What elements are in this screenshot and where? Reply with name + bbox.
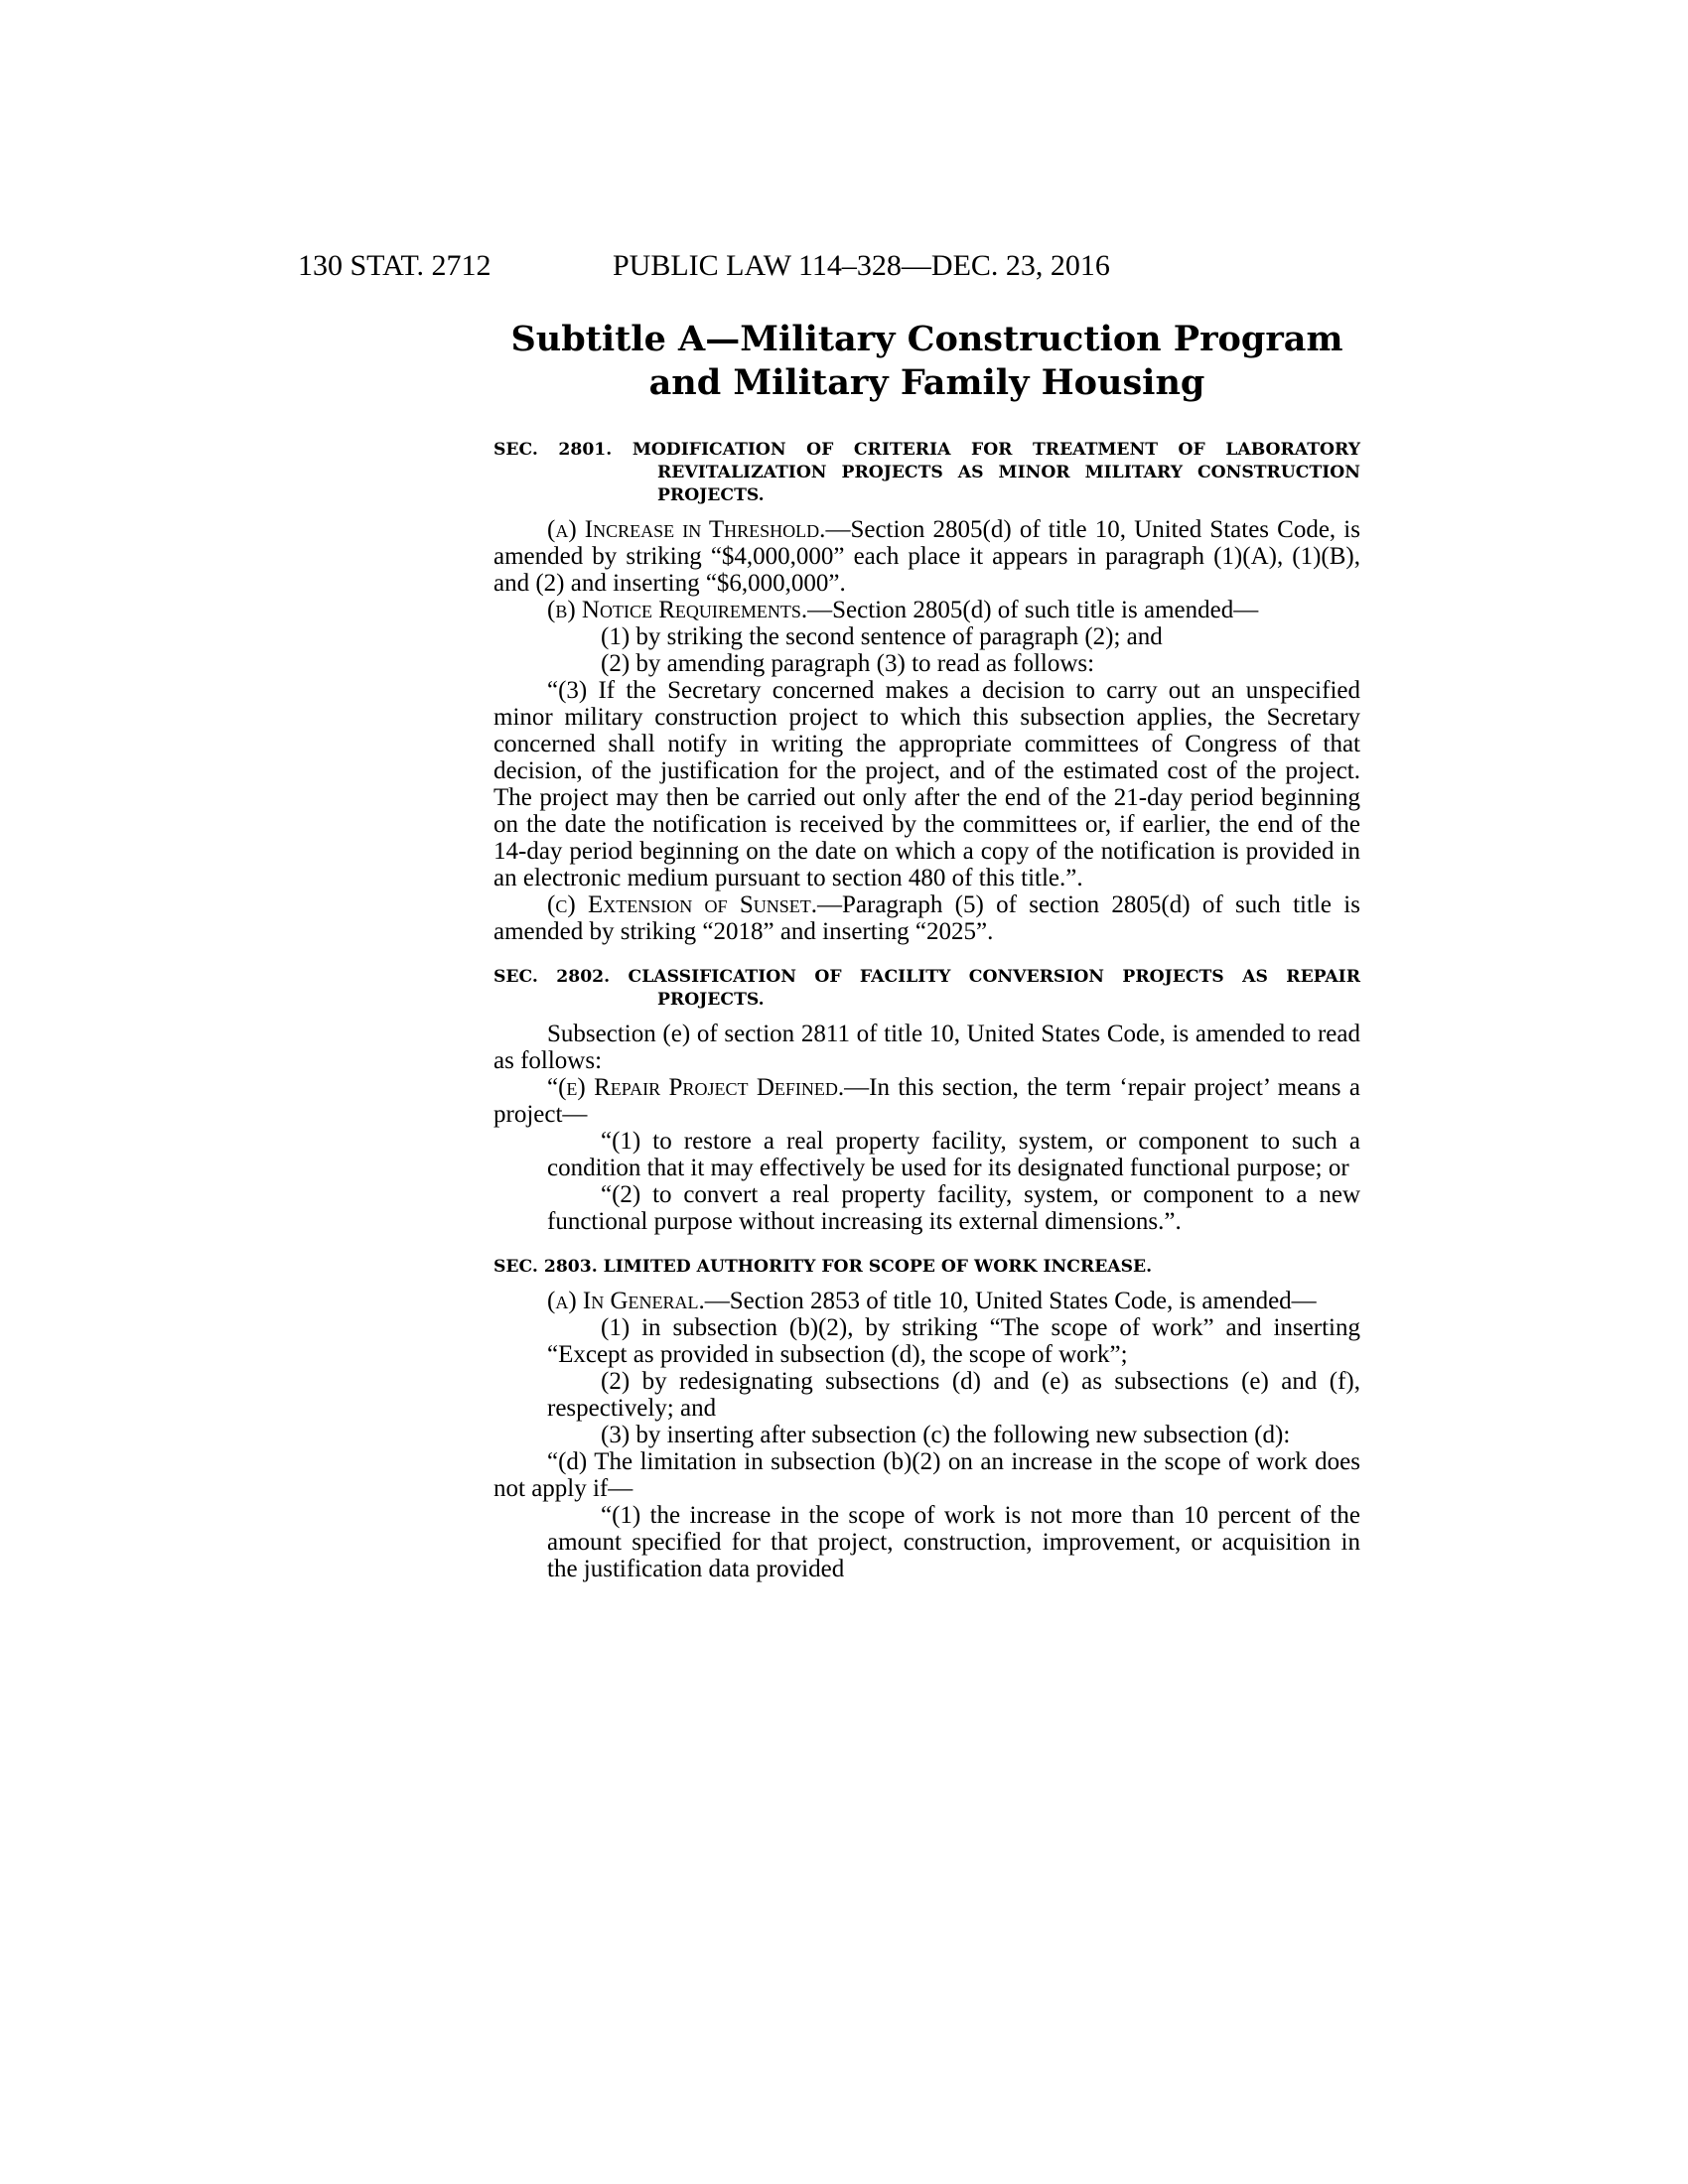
- section-2801-b-2: (2) by amending paragraph (3) to read as follows:: [601, 650, 1095, 677]
- statute-page-number: 130 STAT. 2712: [298, 249, 492, 282]
- section-2803-quoted-subsection-d: “(d) The limitation in subsection (b)(2) on an increase in the scope of work does not apply if—: [493, 1448, 1360, 1502]
- section-2802-e: [493, 1074, 1360, 1128]
- section-2803-a-2: (2) by redesignating subsections (d) and (e) as subsections (e) and (f), respectively; and: [547, 1368, 1360, 1422]
- text: —Section 2805(d) of such title is amended—: [807, 597, 1259, 623]
- text: —In this section, the term ‘repair project’ means a project—: [493, 1074, 1360, 1128]
- subtitle-line-2: and Military Family Housing: [648, 362, 1205, 403]
- section-2803-a-1: (1) in subsection (b)(2), by striking “The scope of work” and inserting “Except as provided in subsection (d), the scope of work”;: [547, 1314, 1360, 1368]
- text: —Paragraph (5) of section 2805(d) of such title is amended by striking “2018” and inserting “2025”.: [493, 891, 1360, 945]
- section-2801-heading: SEC. 2801. MODIFICATION OF CRITERIA FOR TREATMENT OF LABORATORY REVITALIZATION PROJECTS AS MINOR MILITARY CONSTRUCTION PROJECTS.: [493, 440, 1360, 505]
- text: —Section 2853 of title 10, United States Code, is amended—: [704, 1288, 1317, 1314]
- main-column: [493, 318, 1360, 1582]
- section-2801-b: [493, 597, 1360, 623]
- caption: (c) Extension of Sunset.: [547, 891, 818, 918]
- section-2802-heading: SEC. 2802. CLASSIFICATION OF FACILITY CONVERSION PROJECTS AS REPAIR PROJECTS.: [493, 967, 1360, 1010]
- section-2803-a: [493, 1288, 1360, 1314]
- caption: “(e) Repair Project Defined.: [547, 1074, 845, 1101]
- caption: (a) In General.: [547, 1288, 705, 1314]
- section-2801-b-1: (1) by striking the second sentence of paragraph (2); and: [601, 623, 1163, 650]
- subtitle-line-1: Subtitle A—Military Construction Program: [510, 319, 1343, 359]
- section-2802-intro: Subsection (e) of section 2811 of title 10, United States Code, is amended to read as follows:: [493, 1021, 1360, 1074]
- text: —Section 2805(d) of title 10, United States Code, is amended by striking “$4,000,000” each place it appears in paragraph (1)(A), (1)(B), and (2) and inserting “$6,000,000”.: [493, 516, 1360, 597]
- section-2803-heading: SEC. 2803. LIMITED AUTHORITY FOR SCOPE OF WORK INCREASE.: [493, 1257, 1153, 1277]
- caption: (b) Notice Requirements.: [547, 597, 808, 623]
- subtitle-heading: [493, 318, 1360, 405]
- section-2801-c: [493, 891, 1360, 945]
- section-2802-e-2: “(2) to convert a real property facility, system, or component to a new functional purpose without increasing its external dimensions.”.: [547, 1181, 1360, 1235]
- section-2801-a: [493, 516, 1360, 597]
- section-2801-quoted-paragraph-3: “(3) If the Secretary concerned makes a decision to carry out an unspecified minor military construction project to which this subsection applies, the Secretary concerned shall notify in writing the appropriate committees of Congress of that decision, of the justification for the project, and of the estimated cost of the project. The project may then be carried out only after the end of the 21-day period beginning on the date the notification is received by the committees or, if earlier, the end of the 14-day period beginning on the date on which a copy of the notification is provided in an electronic medium pursuant to section 480 of this title.”.: [493, 677, 1360, 891]
- caption: (a) Increase in Threshold.: [547, 516, 826, 543]
- public-law-citation: PUBLIC LAW 114–328—DEC. 23, 2016: [613, 249, 1110, 282]
- section-2802-e-1: “(1) to restore a real property facility, system, or component to such a condition that it may effectively be used for its designated functional purpose; or: [547, 1128, 1360, 1181]
- section-2803-quoted-d-1: “(1) the increase in the scope of work is not more than 10 percent of the amount specified for that project, construction, improvement, or acquisition in the justification data provided: [547, 1502, 1360, 1582]
- section-2803-a-3: (3) by inserting after subsection (c) the following new subsection (d):: [601, 1422, 1291, 1448]
